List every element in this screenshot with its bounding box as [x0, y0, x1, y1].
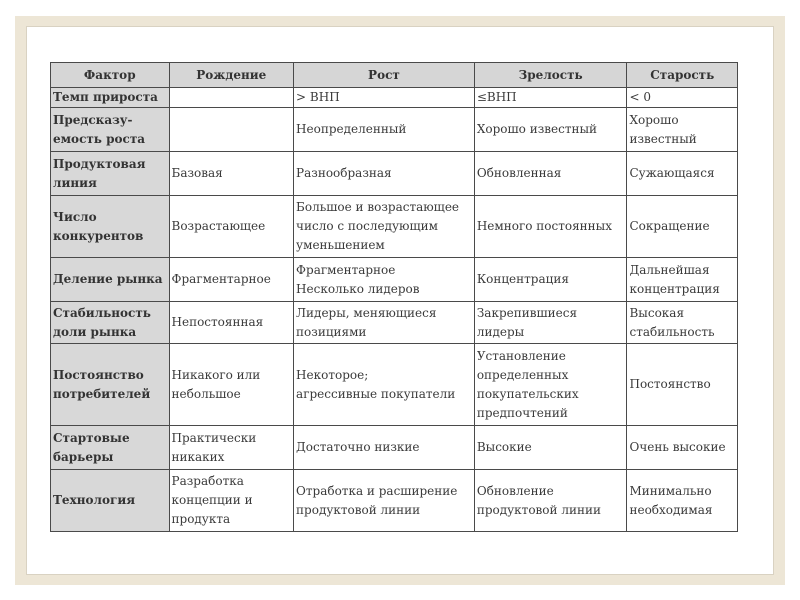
row-factor-cell: [51, 470, 170, 532]
row-birth-cell: [169, 344, 294, 426]
cell-text: Дальнейшая концентрация: [629, 262, 720, 296]
cell-text: Сужающаяся: [629, 166, 715, 180]
cell-text: Хорошо известный: [629, 112, 697, 146]
table-row: [51, 426, 738, 470]
cell-text: Обновленная: [476, 166, 562, 180]
row-factor-cell: [51, 344, 170, 426]
cell-text: ≤ВНП: [476, 90, 517, 104]
cell-text: Лидеры, меняющиеся позициями: [296, 305, 437, 339]
row-growth-cell: [294, 108, 475, 152]
row-factor-cell: [51, 108, 170, 152]
table-row: [51, 196, 738, 258]
row-maturity-cell: [474, 426, 627, 470]
header-birth: Рождение: [169, 63, 294, 88]
row-growth-cell: [294, 470, 475, 532]
cell-text: Постоянство: [629, 377, 711, 391]
cell-text: < 0: [629, 90, 651, 104]
row-age-cell: [627, 470, 738, 532]
cell-text: Разработка концепции и продукта: [171, 474, 253, 526]
cell-text: Продуктовая линия: [53, 156, 146, 190]
table-row: [51, 258, 738, 302]
row-age-cell: [627, 344, 738, 426]
cell-text: Установление определенных покупательских предпочтений: [476, 348, 579, 420]
row-birth-cell: [169, 258, 294, 302]
cell-text: Фрагментарное: [171, 272, 271, 286]
cell-text: Предсказу- емость роста: [53, 112, 146, 146]
row-birth-cell: [169, 302, 294, 344]
row-maturity-cell: [474, 344, 627, 426]
cell-text: Фрагментарное Несколько лидеров: [296, 262, 420, 296]
cell-text: Темп прироста: [53, 90, 158, 104]
cell-text: Базовая: [171, 166, 223, 180]
table-row: [51, 152, 738, 196]
row-maturity-cell: [474, 302, 627, 344]
cell-text: Никакого или небольшое: [171, 367, 261, 401]
row-factor-cell: [51, 196, 170, 258]
cell-text: Большое и возрастающее число с последующим уменьшением: [296, 200, 460, 252]
row-age-cell: [627, 108, 738, 152]
cell-text: Закрепившиеся лидеры: [476, 305, 578, 339]
table-header-row: [51, 63, 738, 88]
row-age-cell: [627, 152, 738, 196]
row-factor-cell: [51, 426, 170, 470]
row-growth-cell: [294, 196, 475, 258]
row-birth-cell: [169, 196, 294, 258]
header-growth: Рост: [294, 63, 475, 88]
table-row: [51, 302, 738, 344]
row-maturity-cell: [474, 470, 627, 532]
cell-text: Высокие: [476, 440, 532, 454]
row-age-cell: [627, 426, 738, 470]
row-growth-cell: [294, 426, 475, 470]
row-factor-cell: [51, 258, 170, 302]
row-factor-cell: [51, 88, 170, 108]
row-birth-cell: [169, 88, 294, 108]
row-maturity-cell: [474, 258, 627, 302]
row-birth-cell: [169, 426, 294, 470]
table-row: [51, 88, 738, 108]
row-birth-cell: [169, 470, 294, 532]
row-maturity-cell: [474, 108, 627, 152]
row-factor-cell: [51, 302, 170, 344]
table-row: [51, 470, 738, 532]
row-age-cell: [627, 302, 738, 344]
cell-text: Неопределенный: [296, 122, 407, 136]
cell-text: Непостоянная: [171, 315, 264, 329]
cell-text: Обновление продуктовой линии: [476, 483, 601, 517]
row-maturity-cell: [474, 88, 627, 108]
header-factor: Фактор: [51, 63, 170, 88]
cell-text: Минимально необходимая: [629, 483, 713, 517]
row-birth-cell: [169, 108, 294, 152]
row-age-cell: [627, 196, 738, 258]
header-age: Старость: [627, 63, 738, 88]
cell-text: Концентрация: [476, 272, 569, 286]
cell-text: Очень высокие: [629, 440, 726, 454]
lifecycle-factor-table: [50, 62, 738, 532]
cell-text: Деление рынка: [53, 272, 163, 286]
row-growth-cell: [294, 302, 475, 344]
cell-text: Высокая стабильность: [629, 305, 715, 339]
row-maturity-cell: [474, 152, 627, 196]
cell-text: Практически никаких: [171, 430, 257, 464]
row-growth-cell: [294, 344, 475, 426]
cell-text: > ВНП: [296, 90, 340, 104]
row-growth-cell: [294, 88, 475, 108]
row-growth-cell: [294, 258, 475, 302]
row-age-cell: [627, 88, 738, 108]
cell-text: Возрастающее: [171, 219, 266, 233]
cell-text: Технология: [53, 493, 136, 507]
cell-text: Стартовые барьеры: [53, 430, 130, 464]
row-age-cell: [627, 258, 738, 302]
row-maturity-cell: [474, 196, 627, 258]
row-growth-cell: [294, 152, 475, 196]
cell-text: Сокращение: [629, 219, 710, 233]
row-factor-cell: [51, 152, 170, 196]
cell-text: Достаточно низкие: [296, 440, 420, 454]
table-row: [51, 344, 738, 426]
row-birth-cell: [169, 152, 294, 196]
table-row: [51, 108, 738, 152]
cell-text: Отработка и расширение продуктовой линии: [296, 483, 458, 517]
cell-text: Постоянство потребителей: [53, 367, 151, 401]
cell-text: Некоторое; агрессивные покупатели: [296, 367, 456, 401]
cell-text: Стабильность доли рынка: [53, 305, 151, 339]
cell-text: Немного постоянных: [476, 219, 612, 233]
header-maturity: Зрелость: [474, 63, 627, 88]
cell-text: Разнообразная: [296, 166, 392, 180]
cell-text: Число конкурентов: [53, 209, 144, 243]
cell-text: Хорошо известный: [476, 122, 598, 136]
